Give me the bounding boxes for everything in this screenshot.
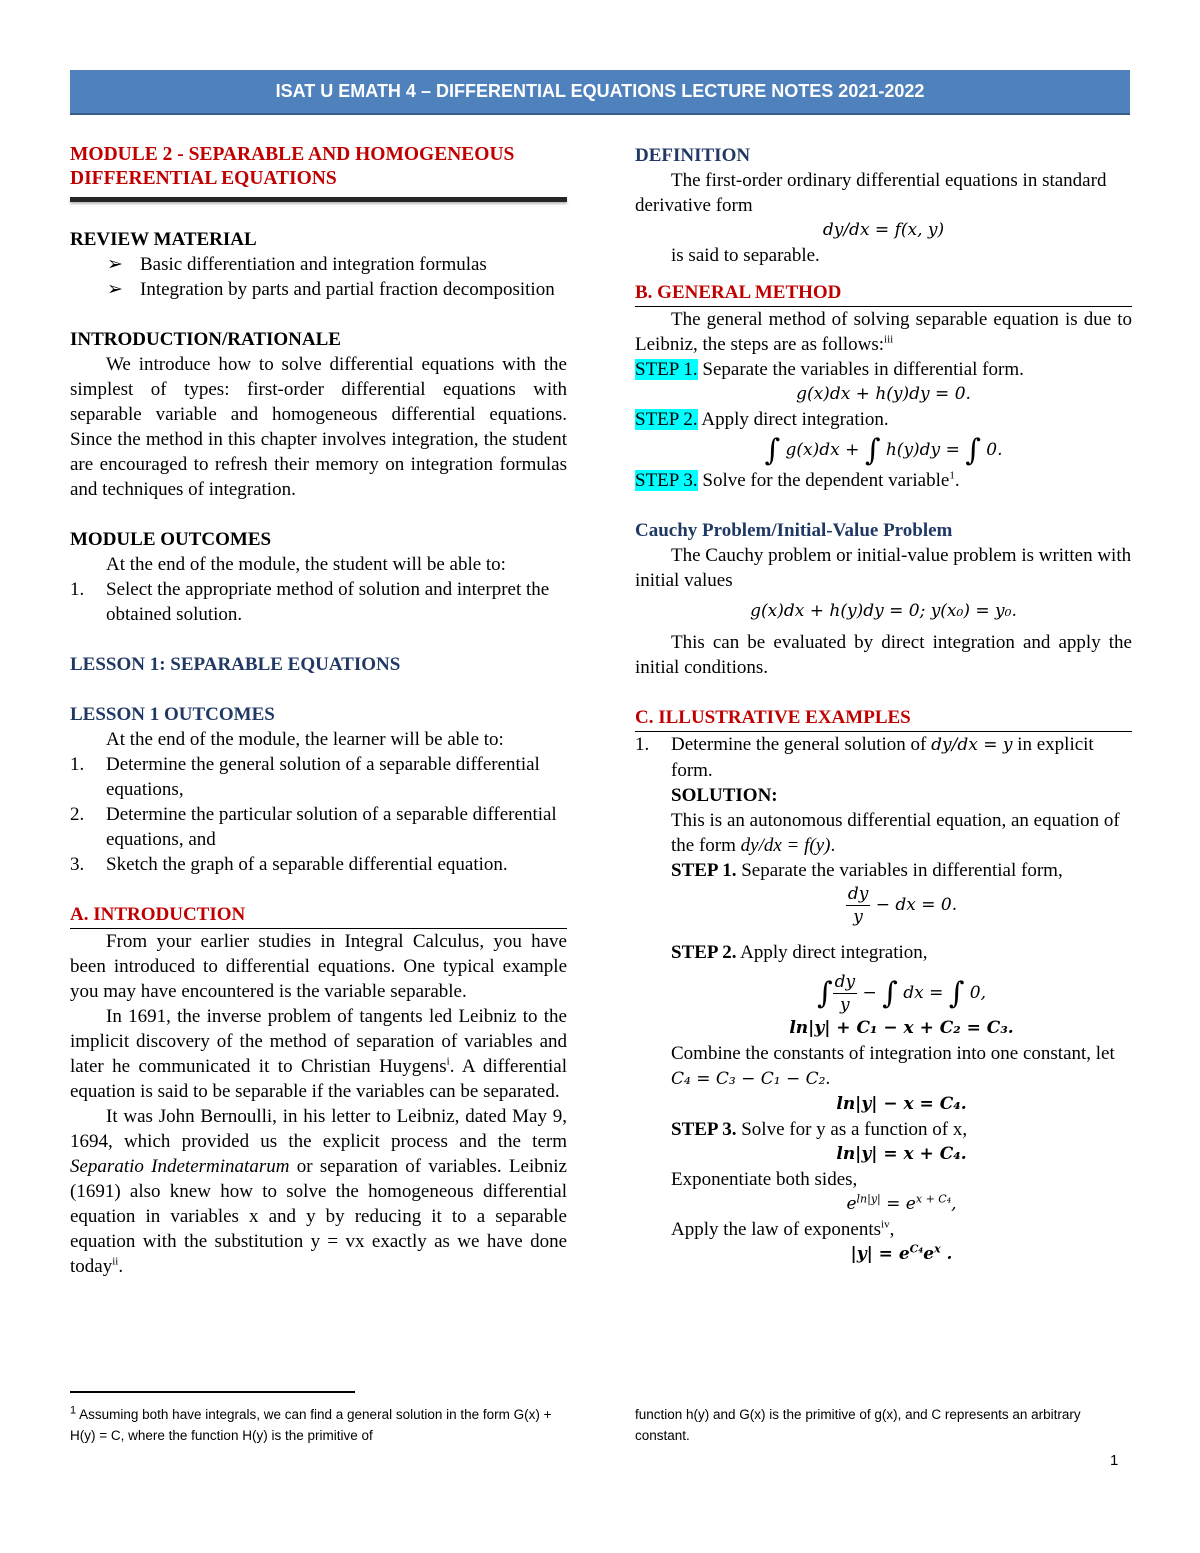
autonomous-text: This is an autonomous differential equation, an equation of the form dy/dx = f(y). bbox=[671, 810, 1120, 856]
footnote-left: $^1$ Assuming both have integrals, we can find a general solution in the form G(x) + H(y) = C, where the function H(y) is the primitive of bbox=[70, 1404, 552, 1443]
examples-list bbox=[635, 732, 1132, 783]
lesson1-outcomes-lead: At the end of the module, the learner will be able to: bbox=[106, 729, 504, 750]
solution-step-1: STEP 1. Separate the variables in differential form, bbox=[671, 860, 1063, 881]
list-item: 1. Determine the general solution of a separable differential equations, bbox=[70, 754, 540, 800]
step-2: STEP 2. Apply direct integration. bbox=[635, 409, 889, 430]
integral-icon: ∫ bbox=[864, 433, 881, 468]
list-item: 3. Sketch the graph of a separable differential equation. bbox=[70, 854, 508, 875]
solution-label: SOLUTION: bbox=[671, 785, 778, 806]
intro-rationale-text: We introduce how to solve differential equations with the simplest of types: first-order differential equations with separable variable and homogeneous differential equations. Since the method in this chapter involves integration, the student are encouraged to refresh their memory on integration formulas and techniques of integration. bbox=[70, 354, 567, 500]
module-outcomes-list bbox=[70, 577, 567, 627]
section-b-heading: B. GENERAL METHOD bbox=[635, 280, 1132, 307]
step-1-label: STEP 1. bbox=[635, 359, 698, 380]
integral-icon: ∫ bbox=[948, 976, 965, 1011]
left-column bbox=[70, 143, 567, 1279]
definition-text-1: The first-order ordinary differential equations in standard derivative form bbox=[635, 170, 1107, 216]
definition-text-2: is said to separable. bbox=[671, 245, 820, 266]
final-equation: $|y| = e^{C_4}e^x$ . bbox=[850, 1242, 953, 1264]
list-item: ➢ Basic differentiation and integration formulas bbox=[107, 254, 487, 275]
step-2-equation: ∫ g(x)dx + ∫ h(y)dy = ∫ 0. bbox=[764, 433, 1003, 468]
list-item: 2. Determine the particular solution of a separable differential equations, and bbox=[70, 804, 557, 850]
solution-step-1-equation: $\frac{dy}{y}$ − dx = 0. bbox=[847, 884, 958, 927]
definition-heading: DEFINITION bbox=[635, 145, 751, 166]
solution-step-2: STEP 2. Apply direct integration, bbox=[671, 942, 928, 963]
lesson1-outcomes-heading: LESSON 1 OUTCOMES bbox=[70, 704, 275, 725]
cauchy-heading: Cauchy Problem/Initial-Value Problem bbox=[635, 520, 953, 541]
intro-rationale-heading: INTRODUCTION/RATIONALE bbox=[70, 329, 341, 350]
module-title: MODULE 2 - SEPARABLE AND HOMOGENEOUS DIFFERENTIAL EQUATIONS bbox=[70, 144, 515, 189]
page-header bbox=[70, 70, 1130, 115]
lesson1-heading: LESSON 1: SEPARABLE EQUATIONS bbox=[70, 654, 401, 675]
section-c-heading: C. ILLUSTRATIVE EXAMPLES bbox=[635, 705, 1132, 732]
lesson1-outcomes-list bbox=[70, 752, 567, 877]
section-b-intro: The general method of solving separable equation is due to Leibniz, the steps are as follows:$^{iii}$ bbox=[635, 309, 1132, 355]
integral-icon: ∫ bbox=[965, 433, 981, 468]
cauchy-text-2: This can be evaluated by direct integration and apply the initial conditions. bbox=[635, 632, 1132, 678]
step-3: STEP 3. Solve for the dependent variable$^1$. bbox=[635, 469, 960, 491]
module-outcomes-lead: At the end of the module, the student will be able to: bbox=[106, 554, 506, 575]
exponentiate-equation: $e^{ln|y|} = e^{x + C_4}$, bbox=[846, 1192, 957, 1214]
solution-step-2-line-2: ln|y| + C₁ − x + C₂ = C₃. bbox=[789, 1018, 1014, 1038]
section-a-paragraph-2: In 1691, the inverse problem of tangents led Leibniz to the implicit discovery of the method of separation of variables and later he communicated it to Christian Huygens$^i$. A differential equation is said to be separable if the variables can be separated. bbox=[70, 1006, 567, 1102]
step-1: STEP 1. Separate the variables in differential form. bbox=[635, 359, 1024, 380]
footnote-rule bbox=[70, 1391, 355, 1393]
solution-step-2-equation: ∫ $\frac{dy}{y}$ − ∫ dx = ∫ 0, bbox=[816, 972, 987, 1015]
integral-icon: ∫ bbox=[764, 433, 781, 468]
combine-text: Combine the constants of integration into one constant, let C₄ = C₃ − C₁ − C₂. bbox=[671, 1043, 1115, 1089]
step-1-equation: g(x)dx + h(y)dy = 0. bbox=[796, 384, 971, 404]
cauchy-text-1: The Cauchy problem or initial-value problem is written with initial values bbox=[635, 545, 1132, 591]
exponentiate-text: Exponentiate both sides, bbox=[671, 1169, 858, 1190]
example-solution bbox=[635, 783, 1132, 1267]
page-number: 1 bbox=[1110, 1452, 1119, 1469]
solution-step-3-equation: ln|y| = x + C₄. bbox=[836, 1144, 967, 1164]
module-outcomes-heading: MODULE OUTCOMES bbox=[70, 529, 272, 550]
section-a-paragraph-3: It was John Bernoulli, in his letter to Leibniz, dated May 9, 1694, which provided us the explicit process and the term Separatio Indeterminatarum or separation of variables. Leibniz (1691) also knew how to solve the homogeneous differential equation in variables x and y by reducing it to a separable equation with the substitution y = vx exactly as we have done today$^{ii}$. bbox=[70, 1106, 567, 1277]
section-a-paragraph-1: From your earlier studies in Integral Calculus, you have been introduced to differential equations. One typical example you may have encountered is the variable separable. bbox=[70, 931, 567, 1002]
solution-step-3: STEP 3. Solve for y as a function of x, bbox=[671, 1119, 968, 1140]
example-item: 1. Determine the general solution of dy/dx = y in explicit form. bbox=[635, 734, 1094, 781]
combined-equation: ln|y| − x = C₄. bbox=[836, 1094, 967, 1114]
step-3-label: STEP 3. bbox=[635, 470, 698, 491]
list-item: ➢ Integration by parts and partial fraction decomposition bbox=[107, 279, 555, 300]
arrow-bullet-icon: ➢ bbox=[107, 279, 123, 300]
step-2-label: STEP 2. bbox=[635, 409, 698, 430]
footnote-right: function h(y) and G(x) is the primitive of g(x), and C represents an arbitrary constant. bbox=[635, 1407, 1081, 1443]
header-title: ISAT U EMATH 4 – DIFFERENTIAL EQUATIONS LECTURE NOTES 2021-2022 bbox=[275, 81, 925, 101]
section-a-heading: A. INTRODUCTION bbox=[70, 902, 567, 929]
definition-formula: dy/dx = f(x, y) bbox=[822, 220, 945, 240]
law-of-exponents-text: Apply the law of exponents$^{iv}$, bbox=[671, 1218, 895, 1240]
integral-icon: ∫ bbox=[882, 976, 898, 1011]
right-column bbox=[635, 143, 1132, 1267]
review-list bbox=[70, 252, 567, 302]
review-heading: REVIEW MATERIAL bbox=[70, 229, 257, 250]
integral-icon: ∫ bbox=[816, 976, 833, 1011]
cauchy-equation: g(x)dx + h(y)dy = 0; y(x₀) = y₀. bbox=[750, 601, 1017, 621]
list-item: 1. Select the appropriate method of solution and interpret the obtained solution. bbox=[70, 579, 550, 625]
arrow-bullet-icon: ➢ bbox=[107, 254, 123, 275]
